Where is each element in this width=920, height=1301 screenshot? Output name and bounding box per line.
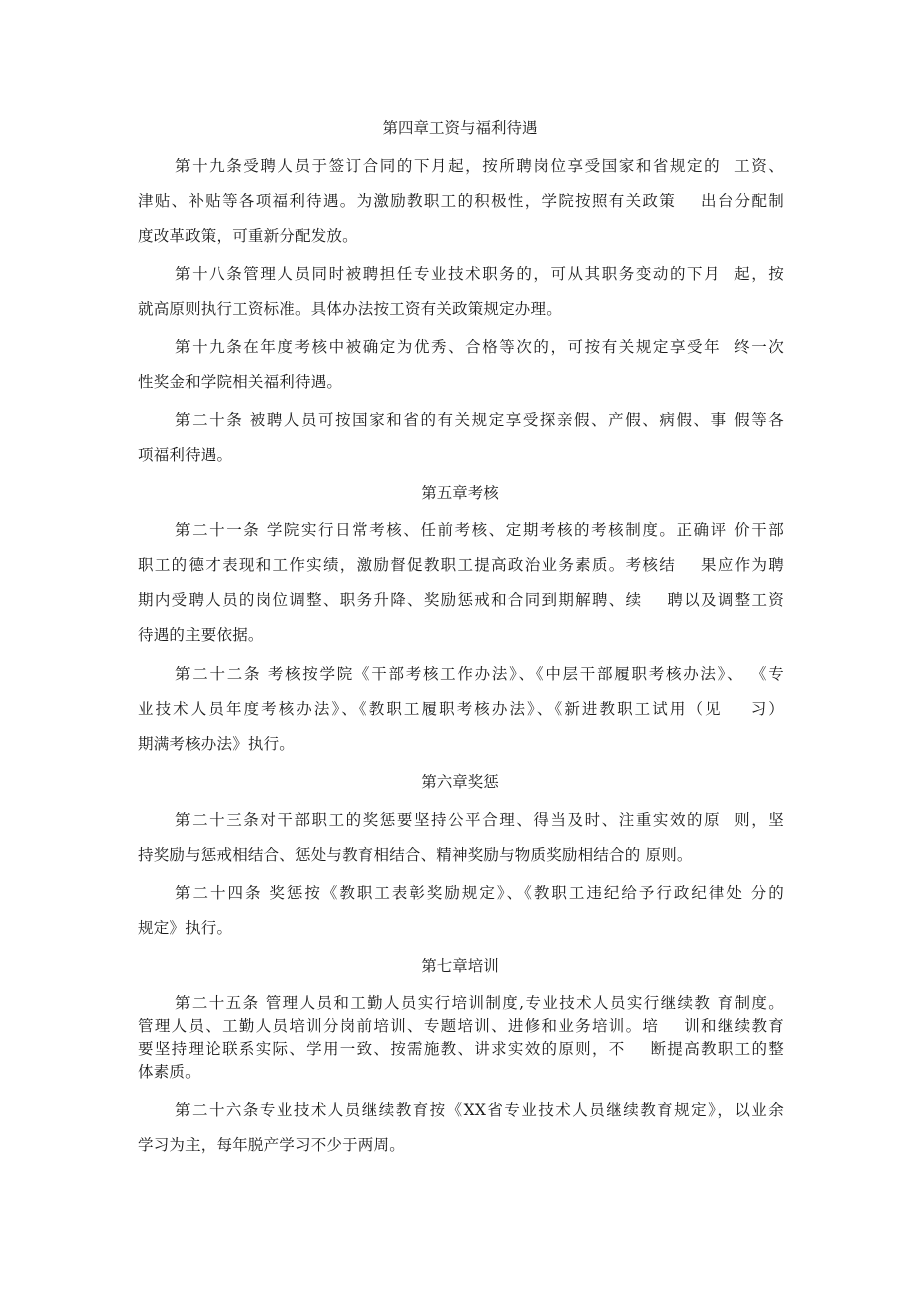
paragraph-line: 体素质。 [138, 1063, 201, 1081]
paragraph-line: 学习为主，每年脱产学习不少于两周。 [138, 1136, 405, 1154]
paragraph-line: 第二十六条专业技术人员继续教育按《XX省专业技术人员继续教育规定》，以业余 [175, 1101, 784, 1119]
paragraph-line: 管理人员、工勤人员培训分岗前培训、专题培训、进修和业务培训。培 训和继续教育 [138, 1017, 784, 1035]
paragraph-line: 项福利待遇。 [138, 446, 233, 464]
paragraph-line: 第十八条管理人员同时被聘担任专业技术职务的，可从其职务变动的下月 起，按 [175, 265, 784, 283]
chapter-heading: 第六章奖惩 [421, 773, 499, 791]
paragraph-line: 第二十四条 奖惩按《教职工表彰奖励规定》、《教职工违纪给予行政纪律处 分的 [175, 884, 784, 902]
paragraph-line: 规定》执行。 [138, 919, 233, 937]
paragraph-line: 期满考核办法》执行。 [138, 735, 296, 753]
paragraph-line: 第二十二条 考核按学院《干部考核工作办法》、《中层干部履职考核办法》、 《专 [175, 665, 784, 683]
chapter-heading: 第四章工资与福利待遇 [382, 119, 538, 137]
paragraph-line: 持奖励与惩戒相结合、惩处与教育相结合、精神奖励与物质奖励相结合的 原则。 [138, 846, 693, 864]
paragraph-line: 第十九条在年度考核中被确定为优秀、合格等次的，可按有关规定享受年 终一次 [175, 338, 784, 356]
paragraph-line: 就高原则执行工资标准。具体办法按工资有关政策规定办理。 [138, 300, 562, 318]
chapter-heading: 第七章培训 [421, 957, 499, 975]
paragraph-line: 津贴、补贴等各项福利待遇。为激励教职工的积极性，学院按照有关政策 出台分配制 [138, 192, 784, 210]
paragraph-line: 第十九条受聘人员于签订合同的下月起，按所聘岗位享受国家和省规定的 工资、 [175, 157, 784, 175]
paragraph-line: 业技术人员年度考核办法》、《教职工履职考核办法》、《新进教职工试用（见 习） [138, 700, 784, 718]
paragraph-line: 要坚持理论联系实际、学用一致、按需施教、讲求实效的原则，不 断提高教职工的整 [138, 1040, 784, 1058]
paragraph-line: 期内受聘人员的岗位调整、职务升降、奖励惩戒和合同到期解聘、续 聘以及调整工资 [138, 591, 784, 609]
paragraph-line: 第二十条 被聘人员可按国家和省的有关规定享受探亲假、产假、病假、事 假等各 [175, 411, 784, 429]
paragraph-line: 第二十一条 学院实行日常考核、任前考核、定期考核的考核制度。正确评 价干部 [175, 521, 784, 539]
paragraph-line: 第二十三条对干部职工的奖惩要坚持公平合理、得当及时、注重实效的原 则，坚 [175, 811, 784, 829]
paragraph-line: 职工的德才表现和工作实绩，激励督促教职工提高政治业务素质。考核结 果应作为聘 [138, 556, 784, 574]
paragraph-line: 待遇的主要依据。 [138, 626, 264, 644]
paragraph-line: 第二十五条 管理人员和工勤人员实行培训制度,专业技术人员实行继续教 育制度。 [175, 994, 784, 1012]
chapter-heading: 第五章考核 [421, 484, 499, 502]
paragraph-line: 度改革政策，可重新分配发放。 [138, 227, 358, 245]
paragraph-line: 性奖金和学院相关福利待遇。 [138, 373, 343, 391]
